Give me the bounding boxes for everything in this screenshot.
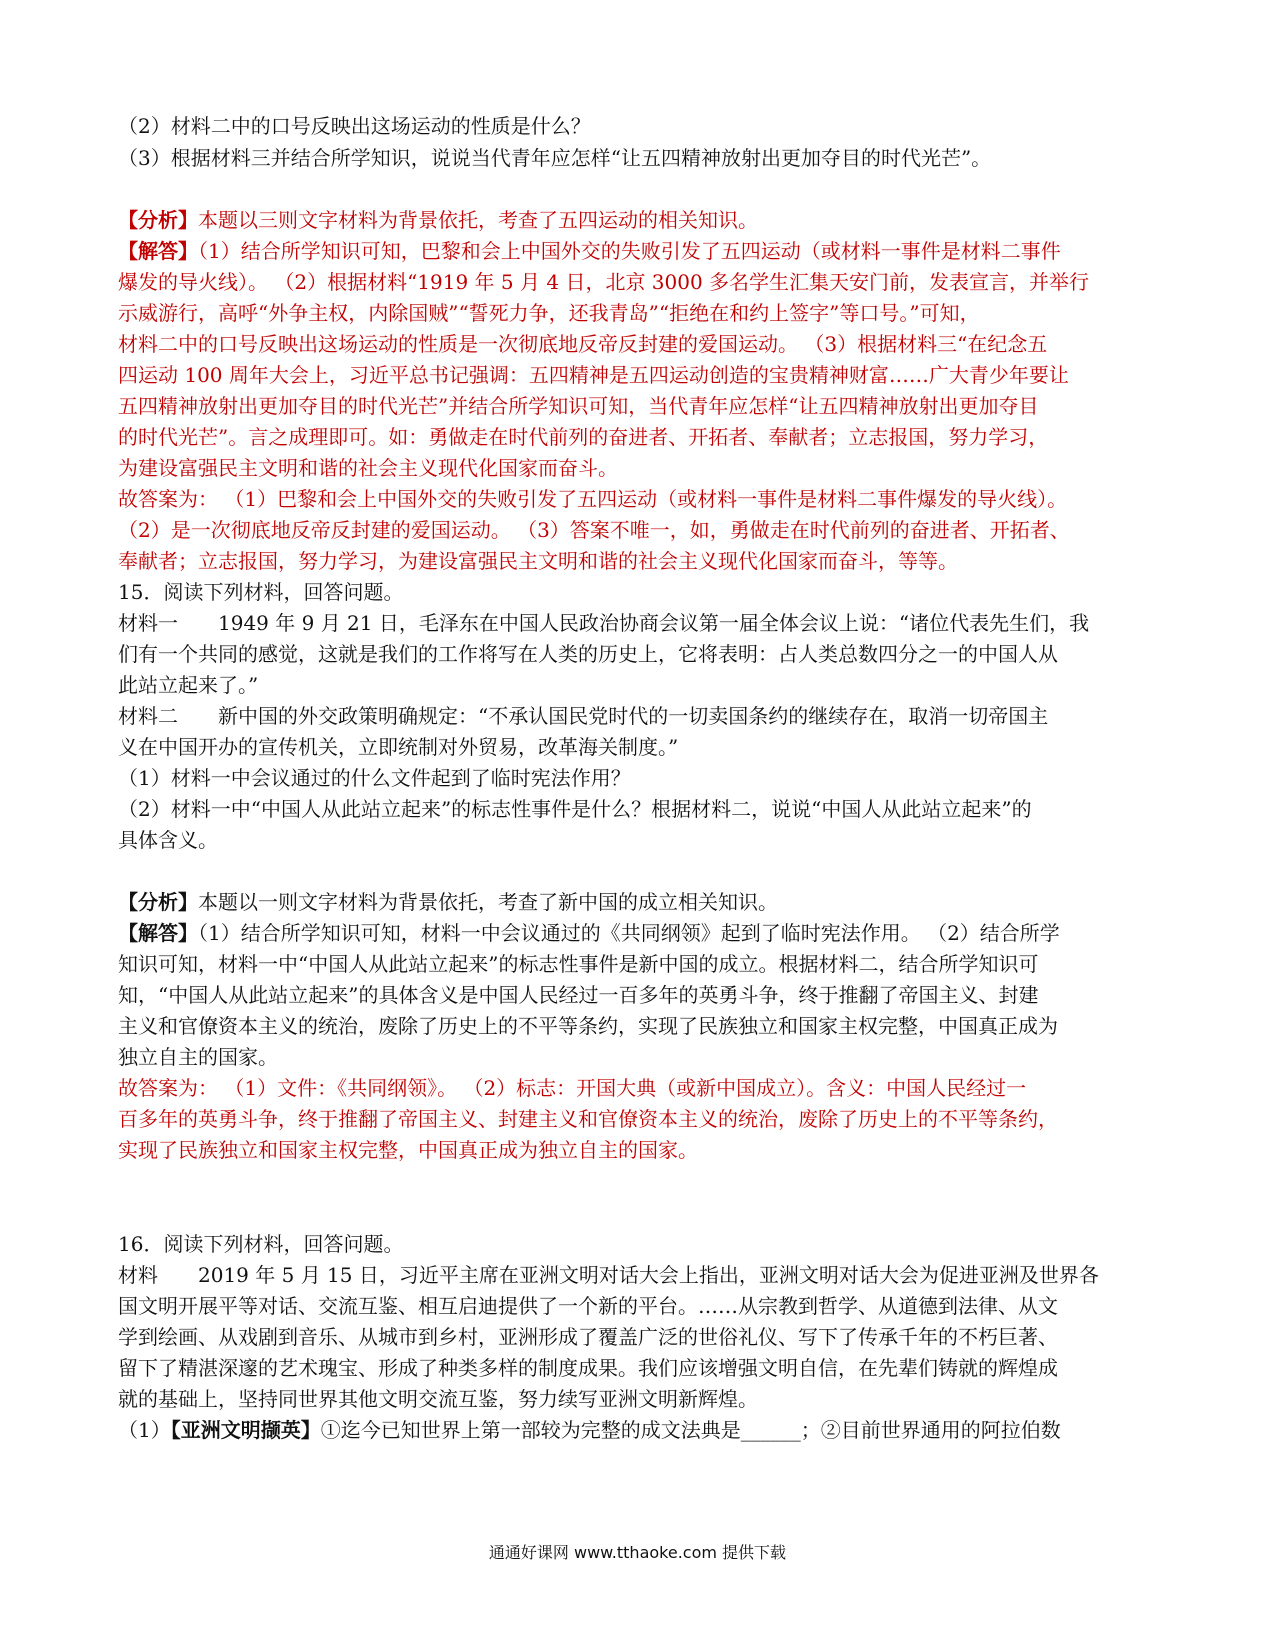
q14-subquestion-3: （3）根据材料三并结合所学知识，说说当代青年应怎样“让五四精神放射出更加夺目的时代光芒”。: [118, 146, 992, 170]
q15-subquestion-2-cont: 具体含义。: [118, 828, 218, 852]
analysis-text: 本题以三则文字材料为背景依托，考查了五四运动的相关知识。: [198, 208, 758, 232]
subquestion-section-label: 【亚洲文明撷英】: [170, 1418, 321, 1442]
solution-label: 【解答】: [118, 239, 198, 263]
q15-material-line: 们有一个共同的感觉，这就是我们的工作将写在人类的历史上，它将表明：占人类总数四分之一的中国人从: [118, 642, 1058, 666]
q15-answer-line: 故答案为： （1）文件：《共同纲领》。 （2）标志：开国大典（或新中国成立）。含义：中国人民经过一: [118, 1076, 1027, 1100]
q14-solution-line: [118, 235, 1168, 267]
q15-material-line: 材料二 新中国的外交政策明确规定：“不承认国民党时代的一切卖国条约的继续存在，取消一切帝国主: [118, 704, 1049, 728]
subquestion-number: （1）: [118, 1418, 171, 1442]
q14-answer-line: 奉献者；立志报国，努力学习，为建设富强民主文明和谐的社会主义现代化国家而奋斗，等等。: [118, 549, 958, 573]
q15-analysis: [118, 886, 1168, 918]
q15-material-line: 此站立起来了。”: [118, 673, 259, 697]
q14-subquestion-2: （2）材料二中的口号反映出这场运动的性质是什么？: [118, 114, 591, 138]
q16-material-line: 学到绘画、从戏剧到音乐、从城市到乡村，亚洲形成了覆盖广泛的世俗礼仪、写下了传承千年的不朽巨著、: [118, 1325, 1058, 1349]
q14-solution-line: 示威游行，高呼“外争主权，内除国贼”“誓死力争，还我青岛”“拒绝在和约上签字”等口号。”可知，: [118, 301, 980, 325]
q16-subquestion-1: [118, 1414, 1168, 1446]
q15-answer-line: 百多年的英勇斗争，终于推翻了帝国主义、封建主义和官僚资本主义的统治，废除了历史上的不平等条约，: [118, 1107, 1058, 1131]
q14-answer-line: 故答案为： （1）巴黎和会上中国外交的失败引发了五四运动（或材料一事件是材料二事件爆发的导火线）。: [118, 487, 1068, 511]
q14-solution-line: 的时代光芒”。言之成理即可。如：勇做走在时代前列的奋进者、开拓者、奉献者；立志报国，努力学习，: [118, 425, 1049, 449]
q16-heading: 16．阅读下列材料，回答问题。: [118, 1232, 404, 1256]
q16-material-line: 国文明开展平等对话、交流互鉴、相互启迪提供了一个新的平台。……从宗教到哲学、从道德到法律、从文: [118, 1294, 1058, 1318]
solution-text: （1）结合所学知识可知，巴黎和会上中国外交的失败引发了五四运动（或材料一事件是材料二事件: [198, 239, 1061, 263]
analysis-text: 本题以一则文字材料为背景依托，考查了新中国的成立相关知识。: [198, 890, 778, 914]
q14-solution-line: 为建设富强民主文明和谐的社会主义现代化国家而奋斗。: [118, 456, 618, 480]
analysis-label: 【分析】: [118, 208, 198, 232]
q16-material-line: 材料 2019 年 5 月 15 日，习近平主席在亚洲文明对话大会上指出，亚洲文明对话大会为促进亚洲及世界各: [118, 1263, 1099, 1287]
solution-label: 【解答】: [118, 921, 198, 945]
solution-text: （1）结合所学知识可知，材料一中会议通过的《共同纲领》起到了临时宪法作用。 （2）结合所学: [198, 921, 1060, 945]
q16-material-line: 就的基础上，坚持同世界其他文明交流互鉴，努力续写亚洲文明新辉煌。: [118, 1387, 758, 1411]
q15-heading: 15．阅读下列材料，回答问题。: [118, 580, 404, 604]
q15-solution-line: 知，“中国人从此站立起来”的具体含义是中国人民经过一百多年的英勇斗争，终于推翻了帝国主义、封建: [118, 983, 1039, 1007]
q14-answer-line: （2）是一次彻底地反帝反封建的爱国运动。 （3）答案不唯一，如，勇做走在时代前列的奋进者、开拓者、: [118, 518, 1070, 542]
q15-answer-line: 实现了民族独立和国家主权完整，中国真正成为独立自主的国家。: [118, 1138, 698, 1162]
q15-material-line: 材料一 1949 年 9 月 21 日，毛泽东在中国人民政治协商会议第一届全体会议上说：“诸位代表先生们，我: [118, 611, 1090, 635]
q14-solution-line: 四运动 100 周年大会上，习近平总书记强调：五四精神是五四运动创造的宝贵精神财富……广大青少年要让: [118, 363, 1069, 387]
page-footer: 通通好课网 www.tthaoke.com 提供下载: [488, 1543, 787, 1562]
q14-solution-line: 五四精神放射出更加夺目的时代光芒”并结合所学知识可知，当代青年应怎样“让五四精神放射出更加夺目: [118, 394, 1039, 418]
q14-analysis: [118, 204, 1168, 236]
q15-subquestion-1: （1）材料一中会议通过的什么文件起到了临时宪法作用？: [118, 766, 631, 790]
q15-subquestion-2: （2）材料一中“中国人从此站立起来”的标志性事件是什么？根据材料二，说说“中国人从此站立起来”的: [118, 797, 1032, 821]
q16-material-line: 留下了精湛深邃的艺术瑰宝、形成了种类多样的制度成果。我们应该增强文明自信，在先辈们铸就的辉煌成: [118, 1356, 1058, 1380]
q15-solution-line: 独立自主的国家。: [118, 1045, 278, 1069]
q15-solution-line: [118, 917, 1168, 949]
q15-material-line: 义在中国开办的宣传机关，立即统制对外贸易，改革海关制度。”: [118, 735, 679, 759]
q14-solution-line: 爆发的导火线）。 （2）根据材料“1919 年 5 月 4 日，北京 3000 多名学生汇集天安门前，发表宣言，并举行: [118, 270, 1090, 294]
analysis-label: 【分析】: [118, 890, 198, 914]
q15-solution-line: 主义和官僚资本主义的统治，废除了历史上的不平等条约，实现了民族独立和国家主权完整，中国真正成为: [118, 1014, 1058, 1038]
subquestion-text: ①迄今已知世界上第一部较为完整的成文法典是______；②目前世界通用的阿拉伯数: [320, 1418, 1061, 1442]
q15-solution-line: 知识可知，材料一中“中国人从此站立起来”的标志性事件是新中国的成立。根据材料二，结合所学知识可: [118, 952, 1039, 976]
q14-solution-line: 材料二中的口号反映出这场运动的性质是一次彻底地反帝反封建的爱国运动。 （3）根据材料三“在纪念五: [118, 332, 1048, 356]
